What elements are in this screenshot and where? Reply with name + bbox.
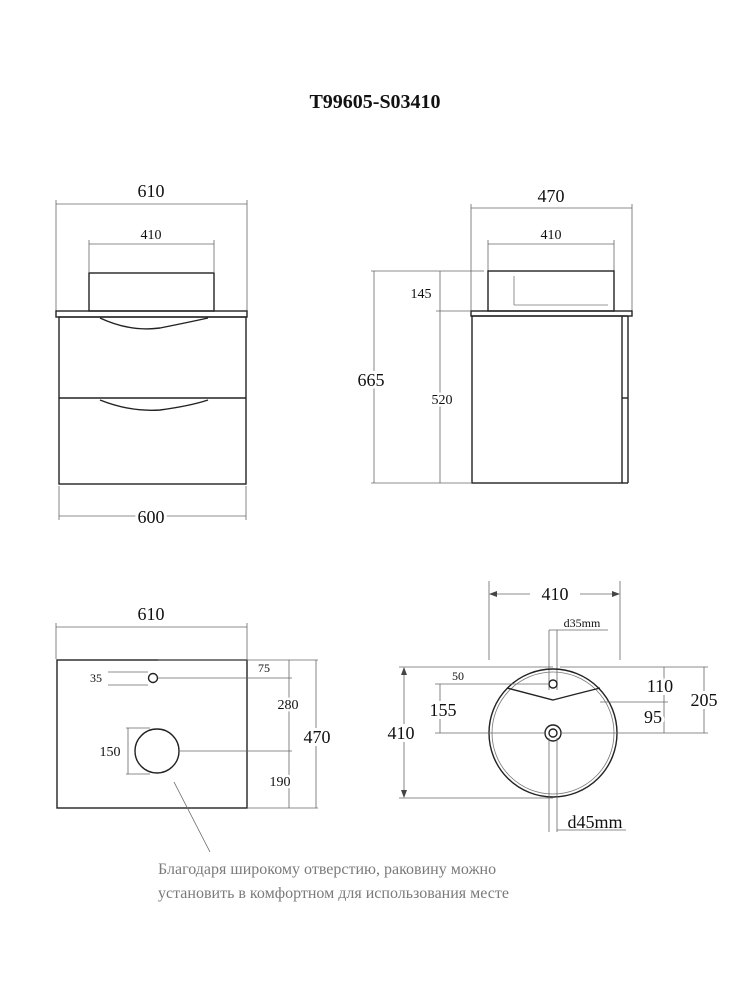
basin-inner-label: 155 <box>429 700 457 720</box>
basin-width-label: 410 <box>541 584 569 604</box>
basin-drain-inner <box>549 729 557 737</box>
basin-back-shelf <box>507 688 600 700</box>
basin-drain-y-label: 205 <box>690 690 718 710</box>
note-line-1: Благодаря широкому отверстию, раковину можно <box>158 861 497 878</box>
note <box>158 861 509 902</box>
front-drawer-handle-bottom <box>100 400 208 410</box>
basin-drain-hole-label: d45mm <box>567 812 623 832</box>
top-bottom-offset-label: 190 <box>269 775 291 790</box>
top-sink-opening <box>135 729 179 773</box>
drawing-title: T99605-S03410 <box>309 91 441 113</box>
front-view <box>56 181 247 527</box>
top-depth-label: 470 <box>303 727 331 747</box>
side-basin-height-label: 145 <box>410 287 432 302</box>
front-basin <box>89 273 214 311</box>
side-view <box>358 186 633 483</box>
front-drawer-handle-top <box>100 318 208 329</box>
front-cabinet <box>59 317 246 484</box>
side-cabinet <box>472 316 622 483</box>
side-cabinet-height-label: 520 <box>431 393 453 408</box>
top-tap-hole <box>149 674 158 683</box>
top-width-label: 610 <box>137 604 165 624</box>
basin-height-label: 410 <box>387 723 415 743</box>
basin-rim-label: 50 <box>452 669 464 683</box>
front-countertop <box>56 311 247 317</box>
basin-drain-outer <box>545 725 561 741</box>
basin-view <box>388 581 718 832</box>
front-bottom-width-label: 600 <box>137 507 165 527</box>
side-basin-width-label: 410 <box>540 228 562 243</box>
front-basin-width-label: 410 <box>140 228 162 243</box>
basin-tap-hole-label: d35mm <box>563 616 601 630</box>
basin-tap-offset-label: 110 <box>646 676 674 696</box>
note-pointer <box>174 782 210 852</box>
top-hole-y-label: 280 <box>277 698 299 713</box>
top-hole-offset-label: 35 <box>90 671 102 685</box>
basin-tap-hole <box>549 680 557 688</box>
basin-drain-offset-label: 95 <box>644 707 662 727</box>
note-line-2: установить в комфортном для использования месте <box>158 885 509 902</box>
side-total-height-label: 665 <box>357 370 385 390</box>
top-hole-diameter-label: 150 <box>99 745 121 760</box>
top-view <box>56 604 331 852</box>
top-edge-offset-label: 75 <box>258 661 270 675</box>
side-depth-label: 470 <box>537 186 565 206</box>
front-top-width-label: 610 <box>137 181 165 201</box>
side-countertop <box>471 311 632 316</box>
